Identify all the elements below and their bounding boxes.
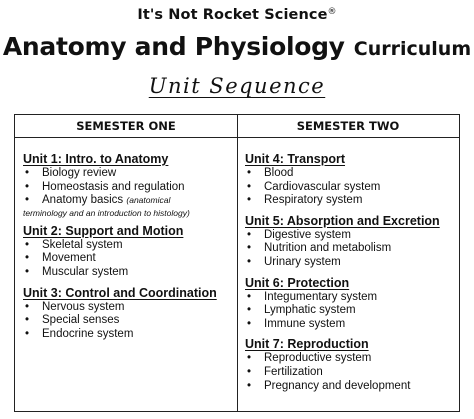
unit-title: Unit 6: Protection xyxy=(245,275,350,290)
unit-sequence-table xyxy=(14,114,460,412)
registered-mark: ® xyxy=(327,7,337,17)
list-item: • Digestive system xyxy=(245,229,457,243)
unit-topic-list xyxy=(23,301,235,342)
unit-4 xyxy=(245,152,457,208)
unit-title: Unit 5: Absorption and Excretion xyxy=(245,213,440,228)
list-item-note: (anatomical xyxy=(126,195,171,206)
unit-2 xyxy=(23,224,235,280)
unit-title: Unit 7: Reproduction xyxy=(245,337,369,352)
column-divider xyxy=(237,115,238,411)
list-item: • Lymphatic system xyxy=(245,304,457,318)
list-item: • Special senses xyxy=(23,314,235,328)
unit-topic-list xyxy=(23,167,235,218)
unit-3 xyxy=(23,286,235,342)
subtitle-text: Unit Sequence xyxy=(148,74,326,98)
list-item: • Skeletal system xyxy=(23,239,235,253)
list-item: • Integumentary system xyxy=(245,291,457,305)
list-item: • Cardiovascular system xyxy=(245,181,457,195)
list-item: • Endocrine system xyxy=(23,328,235,342)
unit-title: Unit 3: Control and Coordination xyxy=(23,285,217,300)
brand-name xyxy=(0,7,474,23)
list-item: • Blood xyxy=(245,167,457,181)
semester-two-column xyxy=(245,152,457,399)
unit-title: Unit 4: Transport xyxy=(245,152,346,166)
unit-topic-list xyxy=(245,167,457,208)
title-main: Anatomy and Physiology xyxy=(2,32,345,61)
list-item: • Fertilization xyxy=(245,366,457,380)
list-item: • Immune system xyxy=(245,318,457,332)
list-item: • Respiratory system xyxy=(245,194,457,208)
list-item: • Muscular system xyxy=(23,266,235,280)
semester-one-column xyxy=(23,152,235,347)
unit-1 xyxy=(23,152,235,218)
list-item: • Pregnancy and development xyxy=(245,380,457,394)
list-item: • Reproductive system xyxy=(245,352,457,366)
list-item: • Movement xyxy=(23,252,235,266)
unit-topic-list xyxy=(23,239,235,280)
list-item: • Homeostasis and regulation xyxy=(23,181,235,195)
unit-title: Unit 1: Intro. to Anatomy xyxy=(23,152,169,166)
semester-one-header: SEMESTER ONE xyxy=(15,115,237,138)
unit-topic-list xyxy=(245,291,457,332)
unit-title: Unit 2: Support and Motion xyxy=(23,223,184,238)
list-item-note-continued: terminology and an introduction to histology) xyxy=(23,207,190,218)
list-item-text: Anatomy basics xyxy=(42,194,124,207)
title-suffix: Curriculum xyxy=(353,38,472,60)
list-item: • Urinary system xyxy=(245,256,457,270)
brand-text: It's Not Rocket Science xyxy=(137,7,328,23)
unit-6 xyxy=(245,276,457,332)
page-title xyxy=(0,32,474,61)
page-subtitle xyxy=(0,74,474,98)
list-item xyxy=(23,194,235,218)
unit-7 xyxy=(245,337,457,393)
unit-topic-list xyxy=(245,229,457,270)
unit-5 xyxy=(245,214,457,270)
semester-two-header: SEMESTER TWO xyxy=(237,115,459,138)
list-item: • Biology review xyxy=(23,167,235,181)
unit-topic-list xyxy=(245,352,457,393)
list-item: • Nervous system xyxy=(23,301,235,315)
list-item: • Nutrition and metabolism xyxy=(245,242,457,256)
